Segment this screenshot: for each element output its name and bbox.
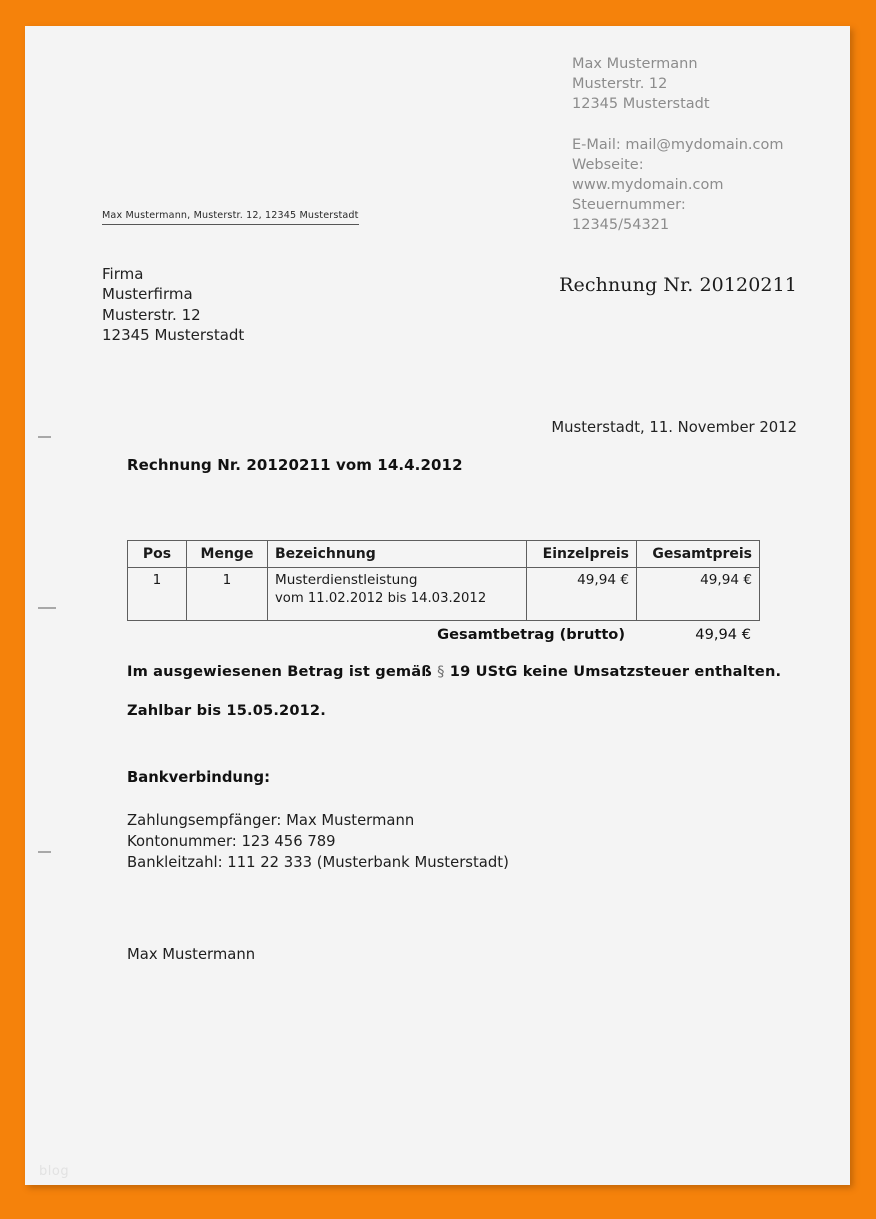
city-and-date: Musterstadt, 11. November 2012 bbox=[551, 419, 797, 436]
payment-due-note: Zahlbar bis 15.05.2012. bbox=[127, 702, 326, 719]
sender-block-spacer bbox=[572, 115, 842, 135]
sender-website-label: Webseite: bbox=[572, 156, 644, 173]
cell-bezeichnung bbox=[268, 568, 527, 621]
return-address-line: Max Mustermann, Musterstr. 12, 12345 Musterstadt bbox=[102, 210, 359, 225]
sender-website: www.mydomain.com bbox=[572, 177, 724, 194]
column-header-bezeichnung: Bezeichnung bbox=[268, 541, 527, 568]
column-header-menge: Menge bbox=[187, 541, 268, 568]
recipient-address-block bbox=[102, 264, 244, 346]
invoice-page-sheet bbox=[25, 26, 850, 1185]
recipient-line-4: 12345 Musterstadt bbox=[102, 326, 245, 345]
cell-pos: 1 bbox=[128, 568, 187, 621]
bank-account: Kontonummer: 123 456 789 bbox=[127, 833, 336, 850]
table-header-row bbox=[128, 541, 760, 568]
ustg-exemption-note bbox=[127, 663, 781, 680]
ustg-note-part-1: Im ausgewiesenen Betrag ist gemäß bbox=[127, 663, 438, 680]
fold-mark-bottom bbox=[38, 851, 51, 853]
bank-details-heading: Bankverbindung: bbox=[127, 769, 270, 786]
sender-tax-label: Steuernummer: bbox=[572, 197, 686, 214]
cell-einzelpreis: 49,94 € bbox=[527, 568, 637, 621]
recipient-line-3: Musterstr. 12 bbox=[102, 305, 201, 324]
invoice-number-heading: Rechnung Nr. 20120211 bbox=[559, 274, 797, 296]
invoice-subject-heading: Rechnung Nr. 20120211 vom 14.4.2012 bbox=[127, 456, 463, 474]
ustg-note-part-2: 19 UStG keine Umsatzsteuer enthalten. bbox=[444, 663, 782, 680]
recipient-line-1: Firma bbox=[102, 265, 144, 283]
column-header-einzelpreis: Einzelpreis bbox=[527, 541, 637, 568]
cell-gesamtpreis: 49,94 € bbox=[637, 568, 760, 621]
sender-name: Max Mustermann bbox=[572, 56, 698, 72]
blog-watermark: blog bbox=[39, 1164, 70, 1179]
recipient-line-2: Musterfirma bbox=[102, 285, 193, 304]
item-description-line-2: vom 11.02.2012 bis 14.03.2012 bbox=[275, 591, 487, 606]
sender-city: 12345 Musterstadt bbox=[572, 96, 710, 113]
bank-details-block bbox=[127, 810, 509, 873]
paragraph-symbol-icon: § bbox=[437, 663, 445, 680]
fold-mark-top bbox=[38, 436, 51, 438]
bank-routing: Bankleitzahl: 111 22 333 (Musterbank Musterstadt) bbox=[127, 854, 509, 871]
bank-payee: Zahlungsempfänger: Max Mustermann bbox=[127, 812, 415, 829]
sender-email: E-Mail: mail@mydomain.com bbox=[572, 136, 784, 153]
invoice-items-table bbox=[127, 540, 760, 621]
items-table-header bbox=[128, 541, 760, 568]
cell-menge: 1 bbox=[187, 568, 268, 621]
grand-total-value: 49,94 € bbox=[695, 626, 751, 643]
sender-contact-block bbox=[572, 54, 842, 236]
column-header-gesamtpreis: Gesamtpreis bbox=[637, 541, 760, 568]
sender-street: Musterstr. 12 bbox=[572, 76, 668, 93]
column-header-pos: Pos bbox=[128, 541, 187, 568]
signature-name: Max Mustermann bbox=[127, 946, 256, 963]
punch-hole-mark bbox=[38, 607, 56, 609]
grand-total-label: Gesamtbetrag (brutto) bbox=[437, 626, 625, 643]
table-row bbox=[128, 568, 760, 621]
items-table-body bbox=[128, 568, 760, 621]
sender-tax-number: 12345/54321 bbox=[572, 217, 670, 234]
item-description-line-1: Musterdienstleistung bbox=[275, 572, 418, 588]
